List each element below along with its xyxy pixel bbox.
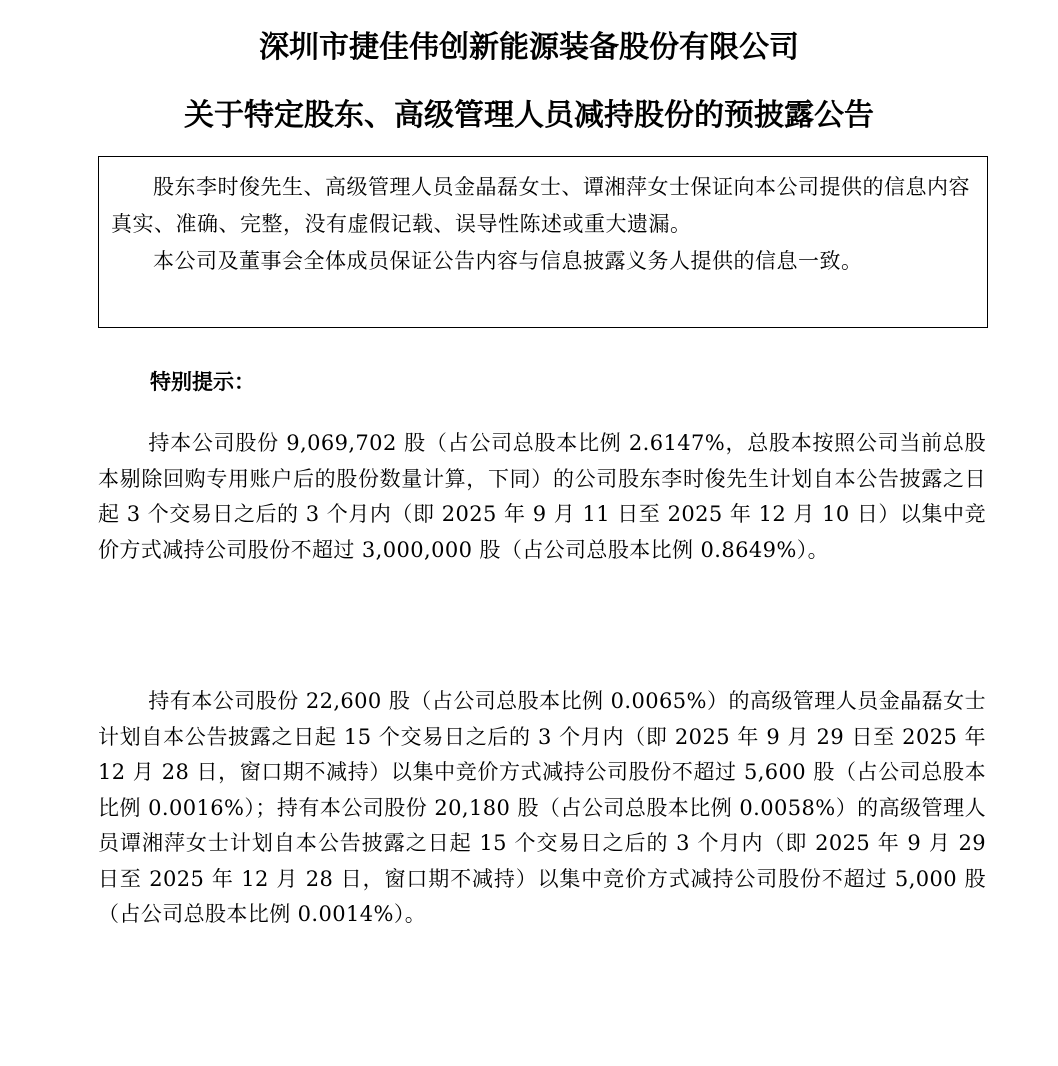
statement-box xyxy=(98,156,988,328)
paragraph-shareholder-reduction: 持本公司股份 9,069,702 股（占公司总股本比例 2.6147%，总股本按照公司当前总股本剔除回购专用账户后的股份数量计算，下同）的公司股东李时俊先生计划自本公告披露之日起 3 个交易日之后的 3 个月内（即 2025 年 9 月 11 日至 2025 年 12 月 10 日）以集中竞价方式减持公司股份不超过 3,000,000 股（占公司总股本比例 0.8649%）。 xyxy=(98,431,986,562)
company-name-title: 深圳市捷佳伟创新能源装备股份有限公司 xyxy=(259,30,799,65)
announcement-title: 关于特定股东、高级管理人员减持股份的预披露公告 xyxy=(184,98,874,133)
paragraph-executive-reduction: 持有本公司股份 22,600 股（占公司总股本比例 0.0065%）的高级管理人员金晶磊女士计划自本公告披露之日起 15 个交易日之后的 3 个月内（即 2025 年 9 月 29 日至 2025 年 12 月 28 日，窗口期不减持）以集中竞价方式减持公司股份不超过 5,600 股（占公司总股本比例 0.0016%）；持有本公司股份 20,180 股（占公司总股本比例 0.0058%）的高级管理人员谭湘萍女士计划自本公告披露之日起 15 个交易日之后的 3 个月内（即 2025 年 9 月 29 日至 2025 年 12 月 28 日，窗口期不减持）以集中竞价方式减持公司股份不超过 5,000 股（占公司总股本比例 0.0014%）。 xyxy=(98,689,986,926)
statement-shareholders: 股东李时俊先生、高级管理人员金晶磊女士、谭湘萍女士保证向本公司提供的信息内容真实、准确、完整，没有虚假记载、误导性陈述或重大遗漏。 xyxy=(111,175,970,236)
special-tips-heading: 特别提示： xyxy=(150,370,255,394)
statement-board: 本公司及董事会全体成员保证公告内容与信息披露义务人提供的信息一致。 xyxy=(153,249,863,273)
